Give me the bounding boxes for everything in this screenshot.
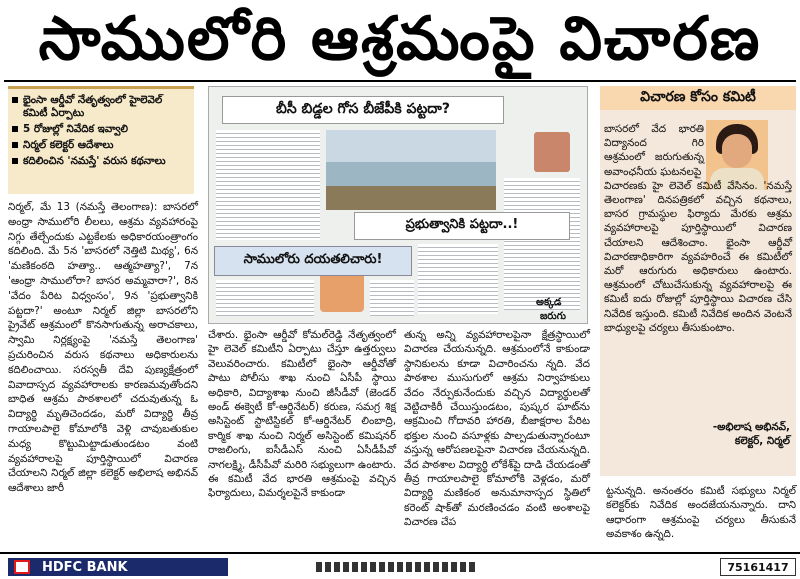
article-text: ట్టనున్నది. అనంతరం కమిటీ సభ్యులు నిర్మల్ కలెక్టర్‌కు నివేదిక అందజేయనున్నారు. దాని ఆధారంగా ఆశ్రమంపై చర్యలు తీసుకునే అవకాశం ఉన్నది.: [606, 485, 796, 541]
sidebar-title: విచారణ కోసం కమిటీ: [600, 86, 796, 110]
column-fragment: అక్కడ: [536, 297, 562, 308]
newspaper-clipping-collage: [208, 86, 588, 324]
highlight-item: [12, 123, 190, 136]
sidebar-text: [604, 122, 792, 335]
bullet-square-icon: [12, 97, 18, 103]
ad-text-line: [316, 562, 476, 572]
column-fragment: జరుగు: [540, 311, 566, 322]
highlight-text: కదిలించిన 'నమస్తే' వరుస కథనాలు: [23, 155, 166, 167]
bullet-square-icon: [12, 158, 18, 164]
bullet-square-icon: [12, 126, 18, 132]
highlight-text: 5 రోజుల్లో నివేదిక ఇవ్వాలి: [23, 123, 129, 135]
article-text: నిర్మల్, మే 13 (నమస్తే తెలంగాణ): బాసరలో అంధ్రా సాములోరి లీలలు, ఆశ్రమ వ్యవహారంపై నిగ్గు తేల్చేందుకు ఎట్టకేలకు అధికారయంత్రాంగం కదిలింది. మే 5న 'బాసరలో నెత్తిటి మిథ్య', 6న 'మణికంఠది హత్యా.. ఆత్మహత్యా?', 7న 'ఆంధ్రా సాములోరా? బాసర అమ్మవారా?', 8న 'వేదం పేరిట విధ్వంసం', 9న 'ప్రభుత్వానికి పట్టదా?' అంటూ నిర్మల్ జిల్లా బాసరలోని ప్రైవేట్ ఆశ్రమంలో కొనసాగుతున్న అరాచకాలు, స్వామి నిర్లక్ష్యంపై 'నమస్తే తెలంగాణ' ప్రచురించిన వరుస కథనాలు అధికారులను కదిలించాయి. సరస్వతీ దేవి పుణ్యక్షేత్రంలో వివాదాస్పద వ్యవహారాలకు కారణమవుతోందని బాధిత ఆశ్రమ పాఠశాలలో చదువుతున్న ఓ విద్యార్థి మృతిచెందడం, మరో విద్యార్థి తీవ్ర గాయాలపాలై కోమాలోకి వెళ్లి చావుబతుకుల మధ్య కొట్టుమిట్టాడుతుండటం వంటి వ్యవహారాలపై పూర్తిస్థాయిలో విచారణ చేయాలని నిర్మల్ జిల్లా కలెక్టర్ అభిలాష అభినవ్ ఆదేశాలు జారీ: [8, 201, 198, 495]
clipping-text-block: [216, 280, 314, 316]
signature-role: కలెక్టర్, నిర్మల్: [734, 435, 790, 447]
signature-name: -అభిలాష అభినవ్,: [712, 421, 790, 433]
clipping-headline: బీసీ బిడ్డల గోస బీజేపీకి పట్టదా?: [222, 96, 504, 124]
headline-rule: [4, 80, 796, 82]
article-text: తున్న అన్ని వ్యవహారాలపైనా క్షేత్రస్థాయిలో విచారణ చేయనున్నది. ఆశ్రమంలోనే కాకుండా స్థానికులను కూడా విచారించను న్నది. వేద పాఠశాల ముసుగులో ఆశ్రమ నిర్వాహకులు వేదం నేర్పుకునేందుకు వచ్చిన విద్యార్థులతో వెట్టిచాకిరీ చేయిస్తుండటం, పుష్కర ఘాట్‌ను ఆక్రమించి గోదావరి హారతి, బీజాక్షరాల పేరిట భక్తుల నుంచి వసూళ్లకు పాల్పడుతున్నారంటూ వస్తున్న ఆరోపణలపైనా విచారణ చేయనున్నది. వేద పాఠశాల విద్యార్థి లోకేశ్‌పై దాడి చేయడంతో తీవ్ర గాయాలపాలై కోమాలోకి వెళ్లడం, మరో విద్యార్థి మణికంఠ అనుమానాస్పద స్థితిలో కరెంట్ షాక్‌తో మరణించడం వంటి అంశాలపై విచారణ చేప: [404, 329, 590, 529]
clipping-portrait: [534, 132, 570, 172]
hdfc-ad: [8, 558, 228, 576]
sidebar-paragraph: విచారణకు హై లెవెల్ కమిటీ వేసినం. 'నమస్తే తెలంగాణ' దినపత్రికలో వచ్చిన కథనాలు, బాసర గ్రామస్థుల ఫిర్యాదు మేరకు ఆశ్రమ వ్యవహారాలపై పూర్తిస్థాయిలో విచారణ చేయాలని ఆదేశించాం. భైంసా ఆర్డీవో విచారణాధికారిగా వ్యవహరించే ఈ కమిటీలో మరో ఆరుగురు అధికారులు ఉంటారు. ఆశ్రమంలో చోటుచేసుకున్న వ్యవహారాలపై ఈ కమిటీ ఐదు రోజుల్లో పూర్తిస్థాయి విచారణ చేసి నివేదిక ఇస్తుంది. కమిటీ నివేదిక అందిన వెంటనే బాధ్యులపై చర్యలు తీసుకుంటాం.: [604, 179, 792, 334]
ad-phone: 75161417: [720, 558, 796, 576]
signature: [713, 420, 790, 448]
article-column-left: [8, 200, 198, 496]
headline: సాములోరి ఆశ్రమంపై విచారణ: [38, 4, 762, 74]
clipping-headline: సాములోరు దయతలిచారు!: [214, 246, 412, 276]
clipping-text-block: [418, 244, 498, 314]
hdfc-logo-icon: [14, 560, 30, 574]
clipping-text-block: [504, 178, 580, 310]
article-column: [208, 328, 396, 501]
highlight-text: నిర్మల్ కలెక్టర్ ఆదేశాలు: [23, 139, 114, 151]
clipping-text-block: [370, 280, 414, 316]
collector-quote-box: [600, 86, 796, 476]
bullet-square-icon: [12, 142, 18, 148]
highlight-item: [12, 139, 190, 152]
ashram-photo: [326, 130, 496, 210]
highlight-text: భైంసా ఆర్డీవో నేతృత్వంలో హైలెవెల్ కమిటీ ఏర్పాటు: [23, 94, 163, 119]
article-column-right: [606, 484, 796, 542]
article-text: చేశారు. భైంసా ఆర్డీవో కోమల్‌రెడ్డి నేతృత్వంలో హై లెవెల్ కమిటీని ఏర్పాటు చేస్తూ ఉత్తర్వులు వెలువరించారు. కమిటీలో భైంసా ఆర్డీవోతో పాటు పోలీసు శాఖ నుంచి ఏసీపీ స్థాయి అధికారి, విద్యాశాఖ నుంచి జీసీడీవో (జెండర్ అండ్ ఈక్వెటీ కో-ఆర్డినేటర్) కరుణ, సమగ్ర శిక్ష అసిస్టెంట్ స్టాటిస్టికల్ కో-ఆర్డినేటర్ లింబాద్రి, కార్మిక శాఖ నుంచి నిర్మల్ అసిస్టెంట్ కమిషనర్ రాజలింగు, ఐసీడీఎస్ నుంచి ఏసీడీపీవో నాగలక్ష్మి, డీసీపీవో మరిరి సభ్యులుగా ఉంటారు. ఈ కమిటీ వేద భారతి ఆశ్రమంపై వచ్చిన ఫిర్యాదులు, విమర్శలపైనే కాకుండా: [208, 329, 396, 500]
sidebar-paragraph: బాసరలో వేద భారతి విద్యానంద గిరి ఆశ్రమంలో జరుగుతున్న అవాంఛనీయ ఘటనలపై: [604, 123, 704, 178]
clipping-text-block: [216, 130, 320, 240]
highlights-box: [8, 86, 194, 194]
clipping-headline: ప్రభుత్వానికి పట్టదా..!: [354, 212, 570, 240]
highlight-item: [12, 155, 190, 168]
ad-brand: HDFC BANK: [42, 559, 128, 575]
article-column: [404, 328, 590, 530]
advertisement-strip: [0, 552, 800, 579]
highlight-item: [12, 94, 190, 120]
